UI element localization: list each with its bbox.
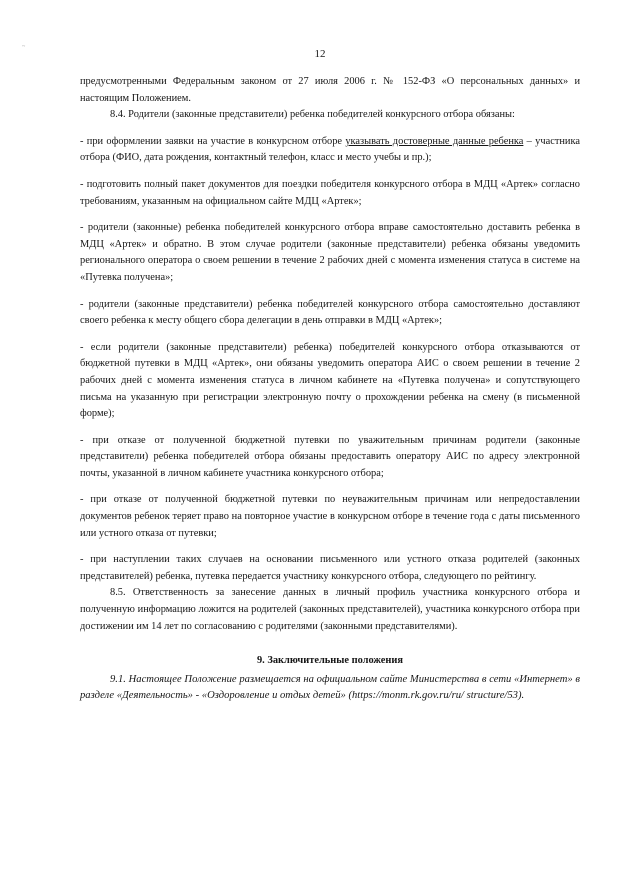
document-body [80,74,580,705]
paragraph-8-4: 8.4. Родители (законные представители) ребенка победителей конкурсного отбора обязаны: [110,109,515,121]
bullet-1 [80,134,580,167]
bullet-2: - подготовить полный пакет документов для поездки победителя конкурсного отбора в МДЦ «Артек» согласно требованиям, указанным на официальном сайте МДЦ «Артек»; [80,178,580,207]
bullet-7: - при отказе от полученной бюджетной путевки по неуважительным причинам или непредоставлении документов ребенок теряет право на повторное участие в конкурсном отборе в течение года с даты письменного или устного отказа от путевки; [80,494,580,539]
bullet-5: - если родители (законные представители) ребенка) победителей конкурсного отбора отказываются от бюджетной путевки в МДЦ «Артек», они обязаны уведомить оператора АИС о своем решении в течение 2 рабочих дней с момента изменения статуса в личном кабинете на «Путевка получена» и сопутствующего письма на указанную при регистрации электронную почту о прохождении ребенка на смену (в письменной форме); [80,341,580,420]
paragraph-9-1: 9.1. Настоящее Положение размещается на официальном сайте Министерства в сети «Интернет» в разделе «Деятельность» - «Оздоровление и отдых детей» (https://monm.rk.gov.ru/ru/ structure/53). [80,673,580,702]
page-number: 12 [314,48,326,60]
bullet-1-underlined: указывать достоверные данные ребенка [345,135,524,147]
bullet-4: - родители (законные представители) ребенка победителей конкурсного отбора самостоятельно доставляют своего ребенка к месту общего сбора делегации в день отправки в МДЦ «Артек»; [80,298,580,327]
bullet-8: - при наступлении таких случаев на основании письменного или устного отказа родителей (законных представителей) ребенка, путевка передается участнику конкурсного отбора, следующего по рейтингу. [80,554,580,582]
section-9-heading: 9. Заключительные положения [256,655,404,667]
bullet-6: - при отказе от полученной бюджетной путевки по уважительным причинам родители (законные представители) ребенка победителей отбора обязаны предоставить оператору АИС по адресу электронной почты, указанной в личном кабинете участника конкурсного отбора; [80,434,580,479]
bullet-1-end: – участника отбора (ФИО, дата рождения, контактный телефон, класс и место учебы и пр.); [80,135,580,164]
paragraph-8-5: 8.5. Ответственность за занесение данных в личный профиль участника конкурсного отбора и полученную информацию ложится на родителей (законных представителей), участника конкурсного отбора при достижении им 14 лет по согласованию с родителями (законными представителями). [80,587,580,632]
bullet-1-start: - при оформлении заявки на участие в конкурсном отборе [80,135,346,147]
paragraph-intro: предусмотренными Федеральным законом от 27 июля 2006 г. № 152-ФЗ «О персональных данных» и настоящим Положением. [80,76,580,104]
scan-corner-mark: ~ [22,44,26,50]
bullet-3: - родители (законные) ребенка победителей конкурсного отбора вправе самостоятельно доставить ребенка в МДЦ «Артек» и обратно. В этом случае родители (законные представители) ребенка обязаны уведомить регионального оператора о своем решении в течение 2 рабочих дней с момента изменения статуса в системе на «Путевка получена»; [80,222,580,283]
